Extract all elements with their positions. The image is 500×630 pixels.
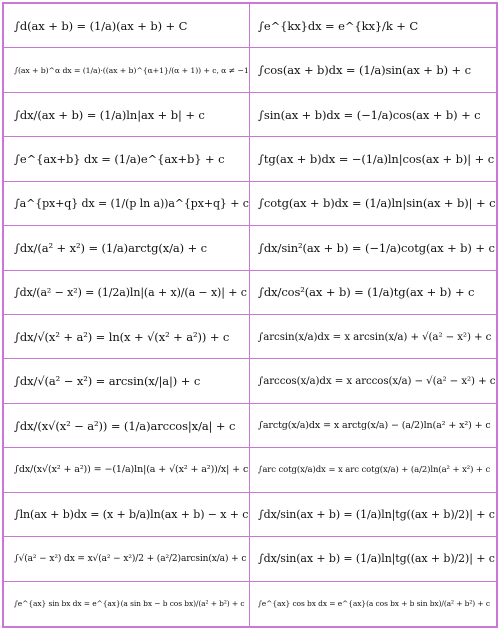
formula-cell-right: ∫cotg(ax + b)dx = (1/a)ln|sin(ax + b)| + c [250, 182, 496, 226]
formula-cell-left: ∫dx/(x√(x² + a²)) = −(1/a)ln|(a + √(x² + a²))/x| + c [4, 448, 250, 492]
formula-cell-right: ∫dx/sin(ax + b) = (1/a)ln|tg((ax + b)/2)| + c [250, 493, 496, 537]
formula-cell-left: ∫d(ax + b) = (1/a)(ax + b) + C [4, 4, 250, 48]
formula-cell-right: ∫arcsin(x/a)dx = x arcsin(x/a) + √(a² − x²) + c [250, 315, 496, 359]
formula-cell-left: ∫dx/√(x² + a²) = ln(x + √(x² + a²)) + c [4, 315, 250, 359]
formula-cell-right: ∫arccos(x/a)dx = x arccos(x/a) − √(a² − x²) + c [250, 359, 496, 403]
formula-cell-left: ∫√(a² − x²) dx = x√(a² − x²)/2 + (a²/2)arcsin(x/a) + c [4, 537, 250, 581]
formula-cell-right: ∫arctg(x/a)dx = x arctg(x/a) − (a/2)ln(a² + x²) + c [250, 404, 496, 448]
formula-cell-left: ∫dx/(x√(x² − a²)) = (1/a)arccos|x/a| + c [4, 404, 250, 448]
formula-cell-left: ∫dx/(a² − x²) = (1/2a)ln|(a + x)/(a − x)| + c [4, 271, 250, 315]
formula-cell-right: ∫dx/cos²(ax + b) = (1/a)tg(ax + b) + c [250, 271, 496, 315]
formula-cell-left: ∫ln(ax + b)dx = (x + b/a)ln(ax + b) − x + c [4, 493, 250, 537]
formula-cell-right: ∫e^{ax} cos bx dx = e^{ax}(a cos bx + b sin bx)/(a² + b²) + c [258, 599, 490, 609]
formula-cell-left: ∫e^{ax+b} dx = (1/a)e^{ax+b} + c [4, 137, 250, 181]
formula-cell-left: ∫a^{px+q} dx = (1/(p ln a))a^{px+q} + c [4, 182, 250, 226]
formula-cell-right: ∫arc cotg(x/a)dx = x arc cotg(x/a) + (a/2)ln(a² + x²) + c [250, 448, 496, 492]
formula-cell-left: ∫dx/√(a² − x²) = arcsin(x/|a|) + c [4, 359, 250, 403]
formula-cell-right: ∫e^{kx}dx = e^{kx}/k + C [250, 4, 496, 48]
formula-cell-right: ∫cos(ax + b)dx = (1/a)sin(ax + b) + c [250, 48, 496, 92]
formula-cell-right: ∫dx/sin²(ax + b) = (−1/a)cotg(ax + b) + c [250, 226, 496, 270]
formula-cell-right: ∫tg(ax + b)dx = −(1/a)ln|cos(ax + b)| + c [250, 137, 496, 181]
formula-cell-right: ∫dx/sin(ax + b) = (1/a)ln|tg((ax + b)/2)| + c [250, 537, 496, 581]
integral-formula-table [2, 2, 498, 628]
formula-cell-left: ∫(ax + b)^α dx = (1/a)·((ax + b)^{α+1}/(α + 1)) + c, α ≠ −1 [4, 48, 250, 92]
formula-cell-left: ∫dx/(a² + x²) = (1/a)arctg(x/a) + c [4, 226, 250, 270]
formula-cell-left: ∫e^{ax} sin bx dx = e^{ax}(a sin bx − b cos bx)/(a² + b²) + c [4, 582, 250, 626]
formula-cell-left: ∫dx/(ax + b) = (1/a)ln|ax + b| + c [4, 93, 250, 137]
formula-cell-right: ∫sin(ax + b)dx = (−1/a)cos(ax + b) + c [250, 93, 496, 137]
